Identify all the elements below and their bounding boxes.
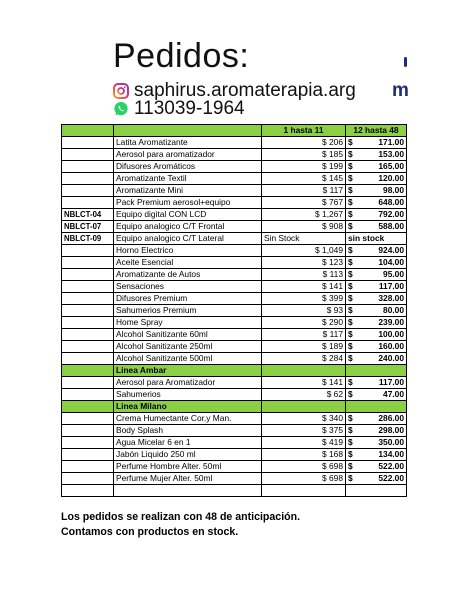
price-wholesale: [346, 353, 407, 365]
wholesale-value: 328.00: [378, 293, 404, 303]
product-code: [62, 389, 114, 401]
product-name: Aromatizante Textil: [114, 173, 262, 185]
product-name: Sensaciones: [114, 281, 262, 293]
price-retail: $ 117: [262, 329, 346, 341]
table-row: [62, 149, 407, 161]
price-wholesale: [346, 161, 407, 173]
section-spacer: [62, 401, 114, 413]
table-row: [62, 461, 407, 473]
product-code: [62, 473, 114, 485]
currency-sign: $: [348, 185, 353, 195]
product-name: Latita Aromatizante: [114, 137, 262, 149]
price-retail: $ 206: [262, 137, 346, 149]
product-name: Equipo analogico C/T Lateral: [114, 233, 262, 245]
product-name: Crema Humectante Cor.y Man.: [114, 413, 262, 425]
wholesale-value: 240.00: [378, 353, 404, 363]
product-name: Perfume Hombre Alter. 50ml: [114, 461, 262, 473]
blank-row: [62, 485, 407, 497]
product-code: [62, 149, 114, 161]
price-retail: $ 340: [262, 413, 346, 425]
brand-fragment: [404, 57, 407, 67]
table-row: [62, 293, 407, 305]
empty-cell: [62, 485, 114, 497]
currency-sign: $: [348, 413, 353, 423]
price-retail: $ 113: [262, 269, 346, 281]
product-code: [62, 185, 114, 197]
price-retail: $ 284: [262, 353, 346, 365]
wholesale-value: 100.00: [378, 329, 404, 339]
currency-sign: $: [348, 425, 353, 435]
product-name: Aceite Esencial: [114, 257, 262, 269]
table-row: [62, 413, 407, 425]
product-code: NBLCT-04: [62, 209, 114, 221]
price-wholesale: [346, 269, 407, 281]
currency-sign: $: [348, 197, 353, 207]
price-wholesale: [346, 185, 407, 197]
section-row: [62, 401, 407, 413]
currency-sign: $: [348, 473, 353, 483]
product-name: Alcohol Sanitizante 250ml: [114, 341, 262, 353]
currency-sign: $: [348, 449, 353, 459]
table-row: [62, 233, 407, 245]
price-retail: $ 168: [262, 449, 346, 461]
product-name: Aerosol para Aromatizador: [114, 377, 262, 389]
product-code: [62, 197, 114, 209]
section-row: [62, 365, 407, 377]
price-wholesale: [346, 281, 407, 293]
wholesale-value: 350.00: [378, 437, 404, 447]
product-name: Agua Micelar 6 en 1: [114, 437, 262, 449]
table-row: [62, 185, 407, 197]
product-name: Difusores Aromáticos: [114, 161, 262, 173]
currency-sign: $: [348, 257, 353, 267]
table-row: [62, 281, 407, 293]
product-name: Perfume Mujer Alter. 50ml: [114, 473, 262, 485]
table-row: [62, 245, 407, 257]
price-wholesale: [346, 257, 407, 269]
product-code: [62, 269, 114, 281]
product-code: [62, 437, 114, 449]
footer-note-advance: Los pedidos se realizan con 48 de anticipación.: [61, 511, 301, 523]
product-code: [62, 449, 114, 461]
price-retail: $ 123: [262, 257, 346, 269]
section-title: Linea Milano: [114, 401, 262, 413]
wholesale-value: 522.00: [378, 461, 404, 471]
stock-status: Sin Stock: [262, 233, 346, 245]
empty-cell: [114, 485, 262, 497]
empty-cell: [346, 485, 407, 497]
product-name: Body Splash: [114, 425, 262, 437]
price-retail: $ 1,267: [262, 209, 346, 221]
price-retail: $ 62: [262, 389, 346, 401]
price-wholesale: [346, 341, 407, 353]
table-row: [62, 449, 407, 461]
currency-sign: $: [348, 317, 353, 327]
product-code: [62, 341, 114, 353]
table-row: [62, 209, 407, 221]
currency-sign: $: [348, 161, 353, 171]
whatsapp-icon: [113, 101, 129, 117]
wholesale-value: 95.00: [383, 269, 404, 279]
price-wholesale: [346, 389, 407, 401]
price-retail: $ 141: [262, 377, 346, 389]
section-title: Linea Ambar: [114, 365, 262, 377]
currency-sign: $: [348, 269, 353, 279]
product-code: [62, 161, 114, 173]
currency-sign: $: [348, 137, 353, 147]
price-retail: $ 698: [262, 473, 346, 485]
currency-sign: $: [348, 377, 353, 387]
wholesale-value: 648.00: [378, 197, 404, 207]
instagram-icon: [113, 83, 129, 99]
product-code: [62, 461, 114, 473]
section-spacer: [262, 401, 346, 413]
product-code: [62, 257, 114, 269]
product-name: Aromatizante Mini: [114, 185, 262, 197]
table-row: [62, 389, 407, 401]
table-row: [62, 341, 407, 353]
product-name: Pack Premium aerosol+equipo: [114, 197, 262, 209]
product-code: [62, 317, 114, 329]
currency-sign: $: [348, 389, 353, 399]
product-code: NBLCT-09: [62, 233, 114, 245]
section-spacer: [262, 365, 346, 377]
product-name: Home Spray: [114, 317, 262, 329]
wholesale-value: 298.00: [378, 425, 404, 435]
brand-mark: m: [392, 80, 409, 101]
currency-sign: $: [348, 461, 353, 471]
footer-note-stock: Contamos con productos en stock.: [61, 526, 239, 538]
product-name: Alcohol Sanitizante 500ml: [114, 353, 262, 365]
product-code: [62, 425, 114, 437]
table-header-row: [62, 125, 407, 137]
price-wholesale: [346, 197, 407, 209]
price-wholesale: [346, 305, 407, 317]
product-code: [62, 329, 114, 341]
wholesale-value: 286.00: [378, 413, 404, 423]
price-wholesale: [346, 293, 407, 305]
stock-status: sin stock: [346, 233, 407, 245]
column-header: [114, 125, 262, 137]
currency-sign: $: [348, 293, 353, 303]
price-retail: $ 375: [262, 425, 346, 437]
price-retail: $ 419: [262, 437, 346, 449]
currency-sign: $: [348, 221, 353, 231]
currency-sign: $: [348, 305, 353, 315]
price-retail: $ 145: [262, 173, 346, 185]
price-retail: $ 908: [262, 221, 346, 233]
price-wholesale: [346, 173, 407, 185]
product-name: Horno Electrico: [114, 245, 262, 257]
price-wholesale: [346, 413, 407, 425]
price-retail: $ 290: [262, 317, 346, 329]
price-retail: $ 199: [262, 161, 346, 173]
wholesale-value: 120.00: [378, 173, 404, 183]
table-row: [62, 173, 407, 185]
price-retail: $ 698: [262, 461, 346, 473]
wholesale-value: 924.00: [378, 245, 404, 255]
wholesale-value: 239.00: [378, 317, 404, 327]
wholesale-value: 80.00: [383, 305, 404, 315]
table-row: [62, 257, 407, 269]
wholesale-value: 117.00: [378, 281, 404, 291]
wholesale-value: 117.00: [378, 377, 404, 387]
product-name: Alcohol Sanitizante 60ml: [114, 329, 262, 341]
wholesale-value: 134.00: [378, 449, 404, 459]
product-name: Difusores Premium: [114, 293, 262, 305]
wholesale-value: 522.00: [378, 473, 404, 483]
wholesale-value: 104.00: [378, 257, 404, 267]
currency-sign: $: [348, 437, 353, 447]
empty-cell: [262, 485, 346, 497]
price-retail: $ 1,049: [262, 245, 346, 257]
price-retail: $ 399: [262, 293, 346, 305]
page-title: Pedidos:: [113, 37, 250, 75]
section-spacer: [346, 401, 407, 413]
price-wholesale: [346, 221, 407, 233]
table-row: [62, 305, 407, 317]
price-wholesale: [346, 245, 407, 257]
product-code: [62, 305, 114, 317]
column-header: 1 hasta 11: [262, 125, 346, 137]
price-table: [61, 124, 407, 497]
wholesale-value: 165.00: [378, 161, 404, 171]
table-row: [62, 161, 407, 173]
price-retail: $ 93: [262, 305, 346, 317]
price-retail: $ 767: [262, 197, 346, 209]
price-retail: $ 185: [262, 149, 346, 161]
price-wholesale: [346, 317, 407, 329]
wholesale-value: 171.00: [378, 137, 404, 147]
currency-sign: $: [348, 341, 353, 351]
product-code: [62, 281, 114, 293]
table-row: [62, 473, 407, 485]
phone-number: 113039-1964: [134, 98, 245, 119]
product-code: [62, 245, 114, 257]
product-name: Aerosol para aromatizador: [114, 149, 262, 161]
price-retail: $ 189: [262, 341, 346, 353]
currency-sign: $: [348, 245, 353, 255]
price-wholesale: [346, 425, 407, 437]
price-retail: $ 117: [262, 185, 346, 197]
price-retail: $ 141: [262, 281, 346, 293]
currency-sign: $: [348, 173, 353, 183]
price-wholesale: [346, 449, 407, 461]
price-wholesale: [346, 437, 407, 449]
table-row: [62, 377, 407, 389]
product-name: Jabón Liquido 250 ml: [114, 449, 262, 461]
wholesale-value: 47.00: [383, 389, 404, 399]
section-spacer: [62, 365, 114, 377]
price-wholesale: [346, 329, 407, 341]
wholesale-value: 98.00: [383, 185, 404, 195]
currency-sign: $: [348, 281, 353, 291]
table-row: [62, 197, 407, 209]
price-wholesale: [346, 149, 407, 161]
price-wholesale: [346, 377, 407, 389]
whatsapp-contact: [113, 98, 245, 120]
wholesale-value: 792.00: [378, 209, 404, 219]
table-row: [62, 137, 407, 149]
table-row: [62, 317, 407, 329]
price-wholesale: [346, 473, 407, 485]
product-code: [62, 293, 114, 305]
table-row: [62, 329, 407, 341]
instagram-handle: saphirus.aromaterapia.arg: [134, 80, 356, 101]
column-header: 12 hasta 48: [346, 125, 407, 137]
table-row: [62, 437, 407, 449]
table-row: [62, 353, 407, 365]
product-name: Equipo digital CON LCD: [114, 209, 262, 221]
product-code: [62, 413, 114, 425]
price-wholesale: [346, 461, 407, 473]
product-code: NBLCT-07: [62, 221, 114, 233]
wholesale-value: 153.00: [378, 149, 404, 159]
currency-sign: $: [348, 209, 353, 219]
product-name: Sahumerios: [114, 389, 262, 401]
column-header: [62, 125, 114, 137]
section-spacer: [346, 365, 407, 377]
wholesale-value: 588.00: [378, 221, 404, 231]
product-name: Sahumerios Premium: [114, 305, 262, 317]
table-row: [62, 425, 407, 437]
product-code: [62, 137, 114, 149]
product-code: [62, 377, 114, 389]
product-code: [62, 173, 114, 185]
table-row: [62, 269, 407, 281]
price-wholesale: [346, 209, 407, 221]
currency-sign: $: [348, 353, 353, 363]
table-row: [62, 221, 407, 233]
price-wholesale: [346, 137, 407, 149]
wholesale-value: 160.00: [378, 341, 404, 351]
product-code: [62, 353, 114, 365]
product-name: Aromatizante de Autos: [114, 269, 262, 281]
currency-sign: $: [348, 329, 353, 339]
product-name: Equipo analogico C/T Frontal: [114, 221, 262, 233]
currency-sign: $: [348, 149, 353, 159]
